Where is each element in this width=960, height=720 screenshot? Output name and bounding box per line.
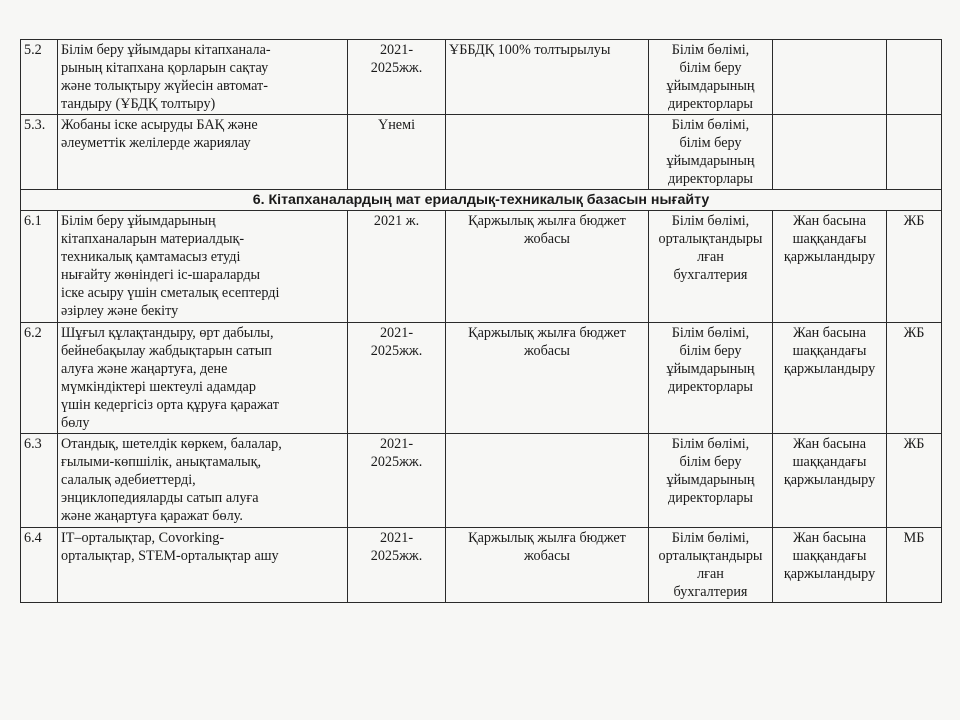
source-cell: ЖБ [887, 211, 942, 323]
finance-cell: Жан басына шаққандағы қаржыландыру [773, 434, 887, 528]
term-cell: 2021- 2025жж. [348, 528, 446, 603]
section-header-row [21, 190, 942, 211]
indicator-cell [446, 115, 649, 190]
section-title: 6. Кітапханалардың мат ериалдық-техникалық базасын нығайту [21, 190, 942, 211]
table-row [21, 323, 942, 434]
task-cell: Білім беру ұйымдарының кітапханаларын материалдық- техникалық қамтамасыз етуді нығайту жөніндегі іс-шараларды іске асыру үшін сметалық есептерді әзірлеу және бекіту [58, 211, 348, 323]
task-cell: Отандық, шетелдік көркем, балалар, ғылыми-көпшілік, анықтамалық, салалық әдебиеттерді, энциклопедияларды сатып алуға және жаңартуға қаражат бөлу. [58, 434, 348, 528]
indicator-cell: Қаржылық жылға бюджет жобасы [446, 323, 649, 434]
row-number: 6.1 [21, 211, 58, 323]
source-cell [887, 40, 942, 115]
indicator-cell: Қаржылық жылға бюджет жобасы [446, 528, 649, 603]
indicator-cell: ҰББДҚ 100% толтырылуы [446, 40, 649, 115]
source-cell [887, 115, 942, 190]
term-cell: 2021- 2025жж. [348, 40, 446, 115]
table-row [21, 40, 942, 115]
table-row [21, 211, 942, 323]
table-row [21, 115, 942, 190]
term-cell: 2021- 2025жж. [348, 323, 446, 434]
responsible-cell: Білім бөлімі, білім беру ұйымдарының директорлары [649, 40, 773, 115]
row-number: 6.2 [21, 323, 58, 434]
indicator-cell [446, 434, 649, 528]
finance-cell [773, 115, 887, 190]
term-cell: 2021 ж. [348, 211, 446, 323]
finance-cell: Жан басына шаққандағы қаржыландыру [773, 528, 887, 603]
source-cell: ЖБ [887, 434, 942, 528]
responsible-cell: Білім бөлімі, білім беру ұйымдарының директорлары [649, 434, 773, 528]
table-row [21, 434, 942, 528]
source-cell: МБ [887, 528, 942, 603]
responsible-cell: Білім бөлімі, орталықтандыры лған бухгалтерия [649, 528, 773, 603]
source-cell: ЖБ [887, 323, 942, 434]
task-cell: Жобаны іске асыруды БАҚ және әлеуметтік желілерде жариялау [58, 115, 348, 190]
responsible-cell: Білім бөлімі, білім беру ұйымдарының директорлары [649, 323, 773, 434]
finance-cell [773, 40, 887, 115]
table-row [21, 528, 942, 603]
action-plan-table [20, 39, 942, 603]
row-number: 5.2 [21, 40, 58, 115]
indicator-cell: Қаржылық жылға бюджет жобасы [446, 211, 649, 323]
task-cell: IT–орталықтар, Covorking- орталықтар, STEM-орталықтар ашу [58, 528, 348, 603]
term-cell: 2021- 2025жж. [348, 434, 446, 528]
term-cell: Үнемі [348, 115, 446, 190]
row-number: 6.3 [21, 434, 58, 528]
task-cell: Білім беру ұйымдары кітапханала- рының кітапхана қорларын сақтау және толықтыру жүйесін автомат- тандыру (ҰБДҚ толтыру) [58, 40, 348, 115]
row-number: 5.3. [21, 115, 58, 190]
finance-cell: Жан басына шаққандағы қаржыландыру [773, 211, 887, 323]
task-cell: Шұғыл құлақтандыру, өрт дабылы, бейнебақылау жабдықтарын сатып алуға және жаңартуға, дене мүмкіндіктері шектеулі адамдар үшін кедергісіз орта құруға қаражат бөлу [58, 323, 348, 434]
responsible-cell: Білім бөлімі, орталықтандыры лған бухгалтерия [649, 211, 773, 323]
row-number: 6.4 [21, 528, 58, 603]
responsible-cell: Білім бөлімі, білім беру ұйымдарының директорлары [649, 115, 773, 190]
finance-cell: Жан басына шаққандағы қаржыландыру [773, 323, 887, 434]
